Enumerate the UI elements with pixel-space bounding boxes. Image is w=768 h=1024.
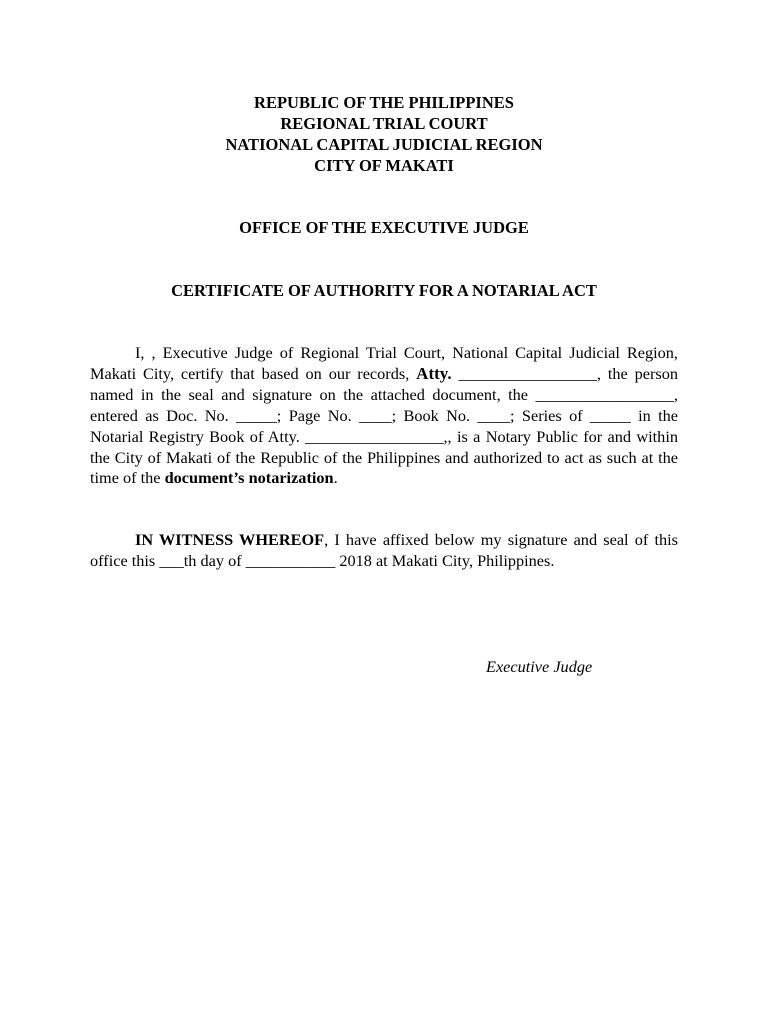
header-court: REGIONAL TRIAL COURT (280, 114, 488, 133)
certification-text-part2: _________________, the person named in the seal and signature on the attached document, the _________________, entered as Doc. No. _____; Page No. ____; Book No. ____; Series of _____ in the Notarial Registry Book of Atty. _________________,, is a Notary Public for and within the City of Makati of the Republic of the Philippines and authorized to act as such at the time of the (90, 363, 679, 488)
witness-whereof-label: IN WITNESS WHEREOF (135, 530, 325, 549)
header-region: NATIONAL CAPITAL JUDICIAL REGION (225, 135, 543, 154)
certification-paragraph (90, 343, 678, 489)
office-title: OFFICE OF THE EXECUTIVE JUDGE (239, 218, 529, 237)
header-republic: REPUBLIC OF THE PHILIPPINES (254, 93, 514, 112)
header-city: CITY OF MAKATI (314, 156, 454, 175)
certification-text-part1: I, , Executive Judge of Regional Trial Court, National Capital Judicial Region, Makati City, certify that based on our records, (90, 343, 678, 383)
document-notarization-text: document’s notarization (164, 468, 334, 488)
court-header (0, 92, 768, 176)
certificate-title: CERTIFICATE OF AUTHORITY FOR A NOTARIAL ACT (171, 281, 597, 300)
witness-paragraph (90, 530, 678, 572)
atty-label: Atty. (416, 363, 452, 383)
certification-period: . (333, 468, 338, 488)
witness-text: , I have affixed below my signature and seal of this office this ___th day of ___________ 2018 at Makati City, Philippines. (90, 530, 678, 570)
signatory-title: Executive Judge (486, 657, 593, 676)
